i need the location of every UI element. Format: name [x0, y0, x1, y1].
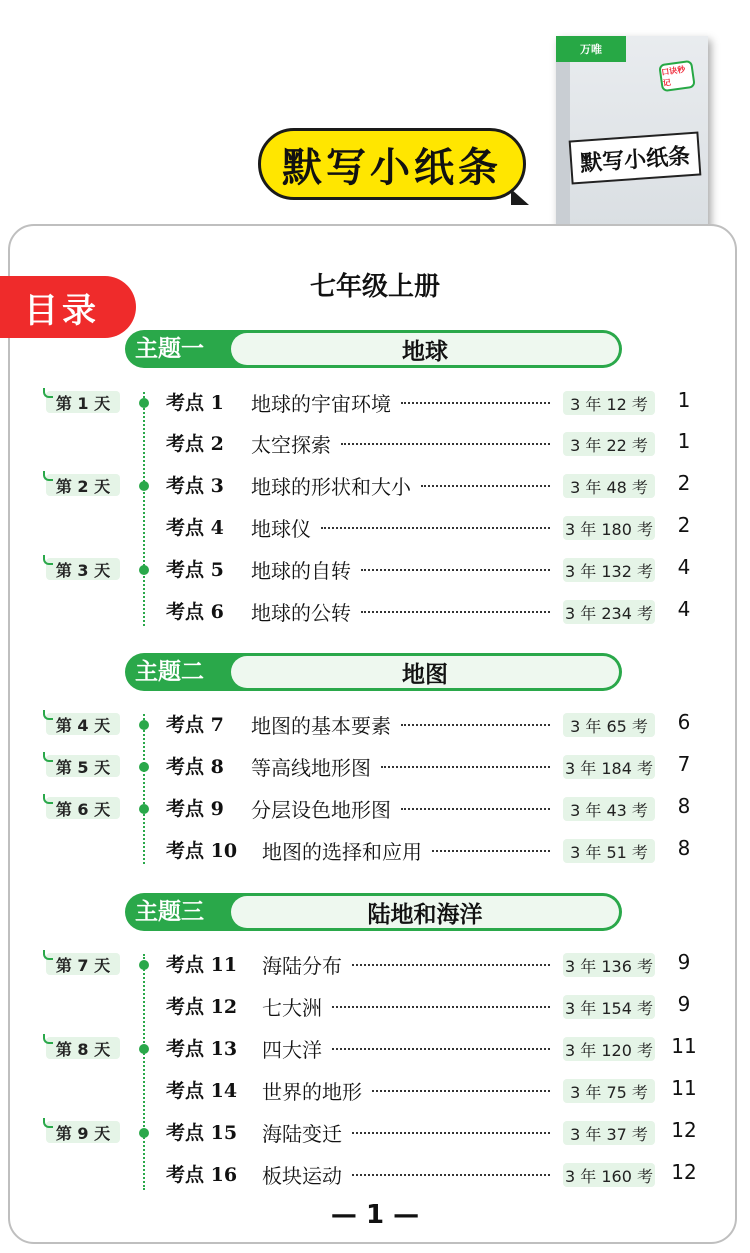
exam-count-badge: 3 年 37 考	[563, 1121, 655, 1145]
page-title: 默写小纸条	[282, 144, 502, 191]
theme-name: 陆地和海洋	[231, 896, 619, 928]
page-ref: 8	[677, 794, 691, 818]
page-ref: 9	[677, 992, 691, 1016]
exam-count-badge: 3 年 12 考	[563, 391, 655, 415]
exam-count-badge: 3 年 160 考	[563, 1163, 655, 1187]
toc-row[interactable]	[0, 704, 750, 746]
kaodian-label: 考点 13	[166, 1038, 238, 1060]
dot-leader	[432, 850, 550, 852]
page-ref: 4	[677, 597, 691, 621]
timeline-dot	[139, 720, 149, 730]
topic-title: 地图的基本要素	[251, 714, 391, 738]
topic-title: 地球仪	[251, 517, 311, 541]
theme-label: 主题二	[135, 659, 204, 685]
toc-row[interactable]	[0, 1154, 750, 1196]
day-tag: 第 6 天	[46, 797, 120, 819]
topic-title: 世界的地形	[262, 1080, 362, 1104]
day-tag: 第 4 天	[46, 713, 120, 735]
dot-leader	[341, 443, 550, 445]
topic-title: 地球的宇宙环境	[251, 392, 391, 416]
kaodian-label: 考点 1	[166, 392, 224, 414]
toc-row[interactable]	[0, 507, 750, 549]
kaodian-label: 考点 4	[166, 517, 224, 539]
book-title: 默写小纸条	[569, 132, 702, 185]
toc-row[interactable]	[0, 1070, 750, 1112]
book-spine	[556, 36, 570, 254]
exam-count-badge: 3 年 154 考	[563, 995, 655, 1019]
timeline-dot	[139, 804, 149, 814]
topic-title: 地球的公转	[251, 601, 351, 625]
topic-title: 七大洲	[262, 996, 322, 1020]
dot-leader	[321, 527, 550, 529]
day-tag: 第 1 天	[46, 391, 120, 413]
dot-leader	[421, 485, 550, 487]
exam-count-badge: 3 年 180 考	[563, 516, 655, 540]
page-ref: 1	[677, 388, 691, 412]
page-ref: 11	[671, 1034, 697, 1058]
dot-leader	[352, 1132, 550, 1134]
exam-count-badge: 3 年 43 考	[563, 797, 655, 821]
timeline-dot	[139, 960, 149, 970]
page-ref: 4	[677, 555, 691, 579]
toc-row[interactable]	[0, 1028, 750, 1070]
theme-bar	[125, 330, 622, 368]
toc-row[interactable]	[0, 423, 750, 465]
day-tag: 第 2 天	[46, 474, 120, 496]
toc-label: 目录	[0, 276, 136, 338]
kaodian-label: 考点 6	[166, 601, 224, 623]
topic-title: 地图的选择和应用	[262, 840, 422, 864]
kaodian-label: 考点 3	[166, 475, 224, 497]
exam-count-badge: 3 年 22 考	[563, 432, 655, 456]
dot-leader	[401, 808, 550, 810]
timeline-dot	[139, 1128, 149, 1138]
theme-bar	[125, 653, 622, 691]
page-ref: 2	[677, 513, 691, 537]
timeline-dot	[139, 481, 149, 491]
topic-title: 地球的自转	[251, 559, 351, 583]
topic-title: 板块运动	[262, 1164, 342, 1188]
dot-leader	[381, 766, 550, 768]
kaodian-label: 考点 7	[166, 714, 224, 736]
topic-title: 地球的形状和大小	[251, 475, 411, 499]
exam-count-badge: 3 年 234 考	[563, 600, 655, 624]
dot-leader	[332, 1048, 550, 1050]
topic-title: 四大洋	[262, 1038, 322, 1062]
toc-row[interactable]	[0, 549, 750, 591]
topic-title: 等高线地形图	[251, 756, 371, 780]
kaodian-label: 考点 14	[166, 1080, 238, 1102]
kaodian-label: 考点 12	[166, 996, 238, 1018]
theme-name: 地图	[231, 656, 619, 688]
page-ref: 6	[677, 710, 691, 734]
dot-leader	[332, 1006, 550, 1008]
kaodian-label: 考点 15	[166, 1122, 238, 1144]
toc-row[interactable]	[0, 382, 750, 424]
exam-count-badge: 3 年 120 考	[563, 1037, 655, 1061]
day-tag: 第 5 天	[46, 755, 120, 777]
kaodian-label: 考点 11	[166, 954, 238, 976]
toc-row[interactable]	[0, 986, 750, 1028]
theme-label: 主题一	[135, 336, 204, 362]
theme-bar	[125, 893, 622, 931]
kaodian-label: 考点 2	[166, 433, 224, 455]
dot-leader	[352, 964, 550, 966]
exam-count-badge: 3 年 132 考	[563, 558, 655, 582]
kaodian-label: 考点 9	[166, 798, 224, 820]
toc-row[interactable]	[0, 746, 750, 788]
page-ref: 12	[671, 1118, 697, 1142]
toc-row[interactable]	[0, 788, 750, 830]
kaodian-label: 考点 10	[166, 840, 238, 862]
toc-row[interactable]	[0, 591, 750, 633]
toc-row[interactable]	[0, 1112, 750, 1154]
topic-title: 太空探索	[251, 433, 331, 457]
dot-leader	[401, 402, 550, 404]
page-ref: 8	[677, 836, 691, 860]
exam-count-badge: 3 年 184 考	[563, 755, 655, 779]
theme-label: 主题三	[135, 899, 204, 925]
exam-count-badge: 3 年 51 考	[563, 839, 655, 863]
page-ref: 9	[677, 950, 691, 974]
toc-row[interactable]	[0, 944, 750, 986]
day-tag: 第 8 天	[46, 1037, 120, 1059]
kaodian-label: 考点 5	[166, 559, 224, 581]
topic-title: 海陆分布	[262, 954, 342, 978]
timeline-dot	[139, 565, 149, 575]
timeline-dot	[139, 1044, 149, 1054]
title-bubble	[258, 128, 526, 200]
day-tag: 第 9 天	[46, 1121, 120, 1143]
page-ref: 1	[677, 429, 691, 453]
page-ref: 12	[671, 1160, 697, 1184]
book-brand: 万唯	[556, 36, 626, 62]
toc-row[interactable]	[0, 830, 750, 872]
dot-leader	[372, 1090, 550, 1092]
kaodian-label: 考点 16	[166, 1164, 238, 1186]
theme-name: 地球	[231, 333, 619, 365]
page-ref: 11	[671, 1076, 697, 1100]
topic-title: 分层设色地形图	[251, 798, 391, 822]
page-ref: 2	[677, 471, 691, 495]
kaodian-label: 考点 8	[166, 756, 224, 778]
page-number: — 1 —	[330, 1200, 420, 1230]
grade-heading: 七年级上册	[309, 272, 440, 302]
timeline-dot	[139, 762, 149, 772]
exam-count-badge: 3 年 75 考	[563, 1079, 655, 1103]
exam-count-badge: 3 年 65 考	[563, 713, 655, 737]
page-ref: 7	[677, 752, 691, 776]
day-tag: 第 3 天	[46, 558, 120, 580]
dot-leader	[352, 1174, 550, 1176]
exam-count-badge: 3 年 48 考	[563, 474, 655, 498]
book-badge: 口诀秒记	[658, 60, 696, 92]
dot-leader	[401, 724, 550, 726]
day-tag: 第 7 天	[46, 953, 120, 975]
dot-leader	[361, 569, 550, 571]
book-cover	[556, 36, 708, 254]
toc-row[interactable]	[0, 465, 750, 507]
dot-leader	[361, 611, 550, 613]
timeline-dot	[139, 398, 149, 408]
exam-count-badge: 3 年 136 考	[563, 953, 655, 977]
topic-title: 海陆变迁	[262, 1122, 342, 1146]
